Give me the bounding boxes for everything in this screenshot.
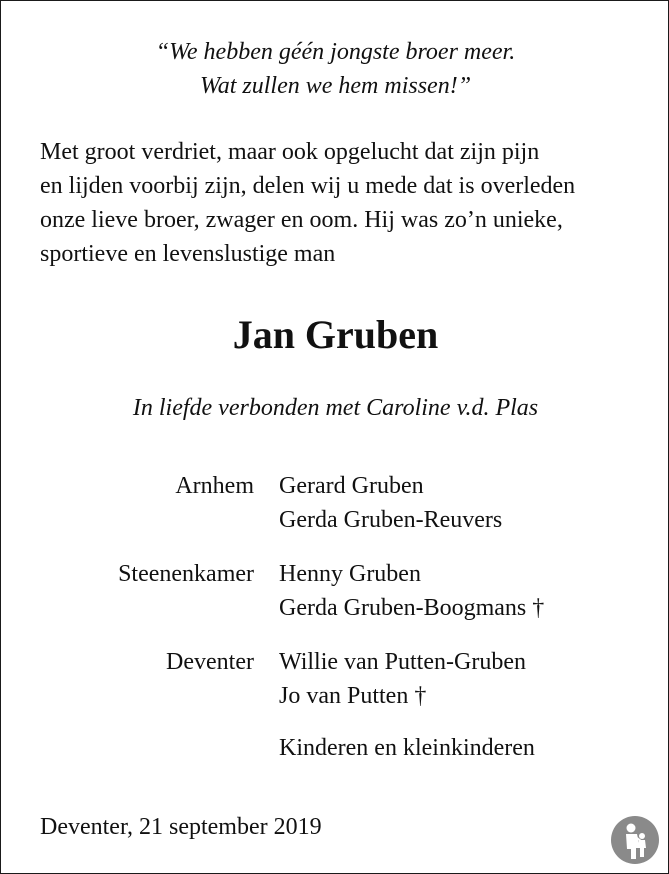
announcement-line: sportieve en levenslustige man bbox=[40, 241, 336, 267]
family-names bbox=[279, 645, 526, 713]
announcement-line: Met groot verdriet, maar ook opgelucht dat zijn pijn bbox=[40, 139, 540, 165]
family-list bbox=[1, 469, 669, 709]
family-entry bbox=[1, 469, 669, 537]
family-member: Willie van Putten-Gruben bbox=[279, 649, 526, 675]
quote-line-2: Wat zullen we hem missen!” bbox=[199, 73, 472, 99]
announcement-text bbox=[40, 135, 640, 271]
family-names bbox=[279, 469, 502, 537]
family-entry bbox=[1, 645, 669, 713]
family-names bbox=[279, 557, 544, 625]
family-entry bbox=[1, 557, 669, 625]
quote-line-1: “We hebben géén jongste broer meer. bbox=[155, 39, 516, 65]
mourner-figure-icon bbox=[610, 815, 660, 865]
announcement-line: onze lieve broer, zwager en oom. Hij was zo’n unieke, bbox=[40, 207, 563, 233]
deceased-name: Jan Gruben bbox=[232, 312, 439, 357]
quote bbox=[1, 35, 669, 103]
family-member: Gerard Gruben bbox=[279, 473, 424, 499]
family-place: Arnhem bbox=[175, 473, 254, 499]
closing-line: Kinderen en kleinkinderen bbox=[279, 735, 535, 761]
family-member: Gerda Gruben-Boogmans † bbox=[279, 595, 545, 621]
family-member: Gerda Gruben-Reuvers bbox=[279, 507, 503, 533]
family-member: Henny Gruben bbox=[279, 561, 421, 587]
family-place: Deventer bbox=[166, 649, 254, 675]
partner-line: In liefde verbonden met Caroline v.d. Plas bbox=[132, 395, 539, 421]
family-place: Steenenkamer bbox=[118, 561, 254, 587]
family-member: Jo van Putten † bbox=[279, 683, 427, 709]
announcement-line: en lijden voorbij zijn, delen wij u mede dat is overleden bbox=[40, 173, 576, 199]
place-and-date: Deventer, 21 september 2019 bbox=[40, 814, 322, 840]
